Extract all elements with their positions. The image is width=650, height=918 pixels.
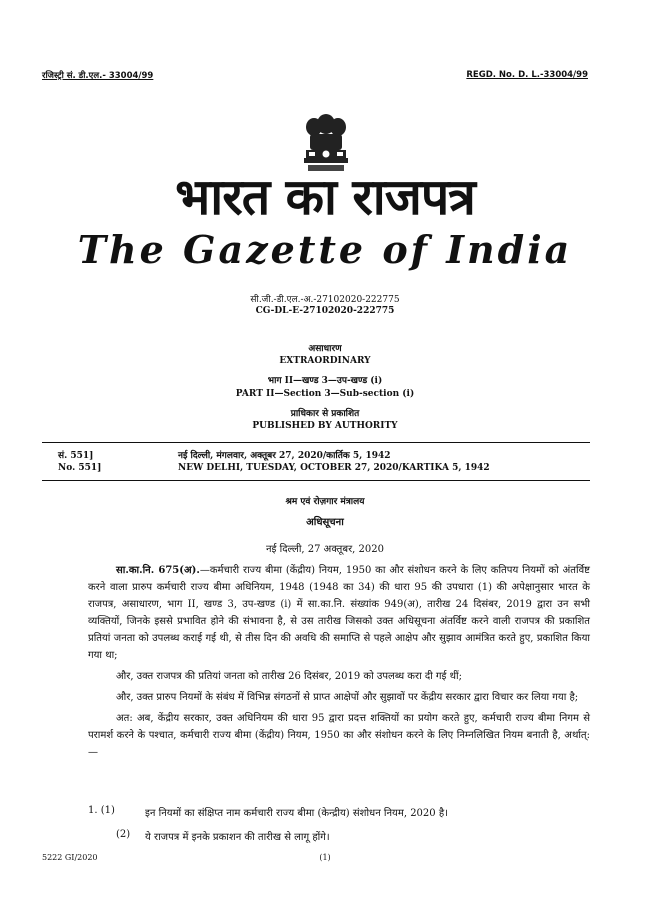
rule-1-text: इन नियमों का संक्षिप्त नाम कर्मचारी राज्य बीमा (केन्द्रीय) संशोधन नियम, 2020 है।: [145, 808, 448, 819]
part-section-english: PART II—Section 3—Sub-section (i): [235, 389, 415, 399]
paragraph-preamble: [88, 562, 590, 664]
cg-code-hindi: सी.जी.-डी.एल.-अ.-27102020-222775: [250, 295, 400, 305]
issue-number-english: No. 551]: [58, 463, 102, 473]
rule-2-text: ये राजपत्र में इनके प्रकाशन की तारीख से लागू होंगे।: [145, 832, 330, 843]
bottom-rule: [42, 480, 590, 481]
issue-date-hindi: नई दिल्ली, मंगलवार, अक्तूबर 27, 2020/कार्तिक 5, 1942: [178, 451, 391, 461]
footer-code: 5222 GI/2020: [42, 853, 98, 862]
cg-code-english: CG-DL-E-27102020-222775: [255, 306, 395, 316]
paragraph-2: और, उक्त राजपत्र की प्रतियां जनता को तारीख 26 दिसंबर, 2019 को उपलब्ध करा दी गई थीं;: [116, 671, 462, 682]
notification-body: [88, 562, 590, 761]
registration-number-english: REGD. No. D. L.-33004/99: [466, 70, 588, 80]
part-section-hindi: भाग II—खण्ड 3—उप-खण्ड (i): [267, 376, 383, 386]
rule-1-number: 1. (1): [88, 805, 115, 816]
rule-2-number: (2): [116, 829, 131, 840]
gsr-reference: सा.का.नि. 675(अ).: [116, 565, 200, 576]
notification-title: अधिसूचना: [306, 517, 344, 528]
extraordinary-hindi: असाधारण: [308, 344, 342, 354]
issue-number-hindi: सं. 551]: [58, 451, 94, 461]
ministry-name: श्रम एवं रोज़गार मंत्रालय: [285, 497, 365, 507]
notification-place-date: नई दिल्ली, 27 अक्तूबर, 2020: [266, 544, 384, 555]
extraordinary-english: EXTRAORDINARY: [279, 356, 371, 366]
paragraph-4: अत: अब, केंद्रीय सरकार, उक्त अधिनियम की धारा 95 द्वारा प्रदत्त शक्तियों का प्रयोग करते हुए, कर्मचारी राज्य बीमा निगम से परामर्श करने के पश्चात, कर्मचारी राज्य बीमा (केंद्रीय) नियम, 1950 का और संशोधन करने के लिए निम्नलिखित नियम बनाती है, अर्थात्:—: [88, 713, 590, 758]
gazette-title-hindi: भारत का राजपत्र: [175, 168, 475, 226]
page-number: (1): [319, 853, 331, 862]
registration-number-hindi: रजिस्ट्री सं. डी.एल.- 33004/99: [42, 71, 154, 81]
authority-english: PUBLISHED BY AUTHORITY: [252, 421, 398, 431]
top-rule: [42, 442, 590, 443]
issue-date-english: NEW DELHI, TUESDAY, OCTOBER 27, 2020/KARTIKA 5, 1942: [178, 463, 490, 473]
gazette-title-english: The Gazette of India: [77, 227, 573, 272]
authority-hindi: प्राधिकार से प्रकाशित: [290, 409, 360, 419]
paragraph-3: और, उक्त प्रारुप नियमों के संबंध में विभिन्न संगठनों से प्राप्त आक्षेपों और सुझावों पर केंद्रीय सरकार द्वारा विचार कर लिया गया है;: [116, 692, 579, 703]
paragraph-1-text: —कर्मचारी राज्य बीमा (केंद्रीय) नियम, 1950 का और संशोधन करने के लिए कतिपय नियमों को अंतर्विष्ट करने वाला प्रारुप कर्मचारी राज्य बीमा अधिनियम, 1948 (1948 का 34) की धारा 95 की उपधारा (1) की अपेक्षानुसार भारत के राजपत्र, असाधारण, भाग II, खण्ड 3, उप-खण्ड (i) में सा.का.नि. संख्यांक 949(अ), तारीख 24 दिसंबर, 2019 द्वारा उन सभी व्यक्तियों, जिनके इससे प्रभावित होने की संभावना है, से उस तारीख जिसको उक्त अधिसूचना अंतर्विष्ट करने वाली राजपत्र की प्रकाशित प्रतियां जनता को उपलब्ध कराई गई थी, से तीस दिन की अवधि की समाप्ति से पहले आक्षेप और सुझाव आमंत्रित करते हुए, प्रकाशित किया गया था;: [88, 565, 590, 661]
